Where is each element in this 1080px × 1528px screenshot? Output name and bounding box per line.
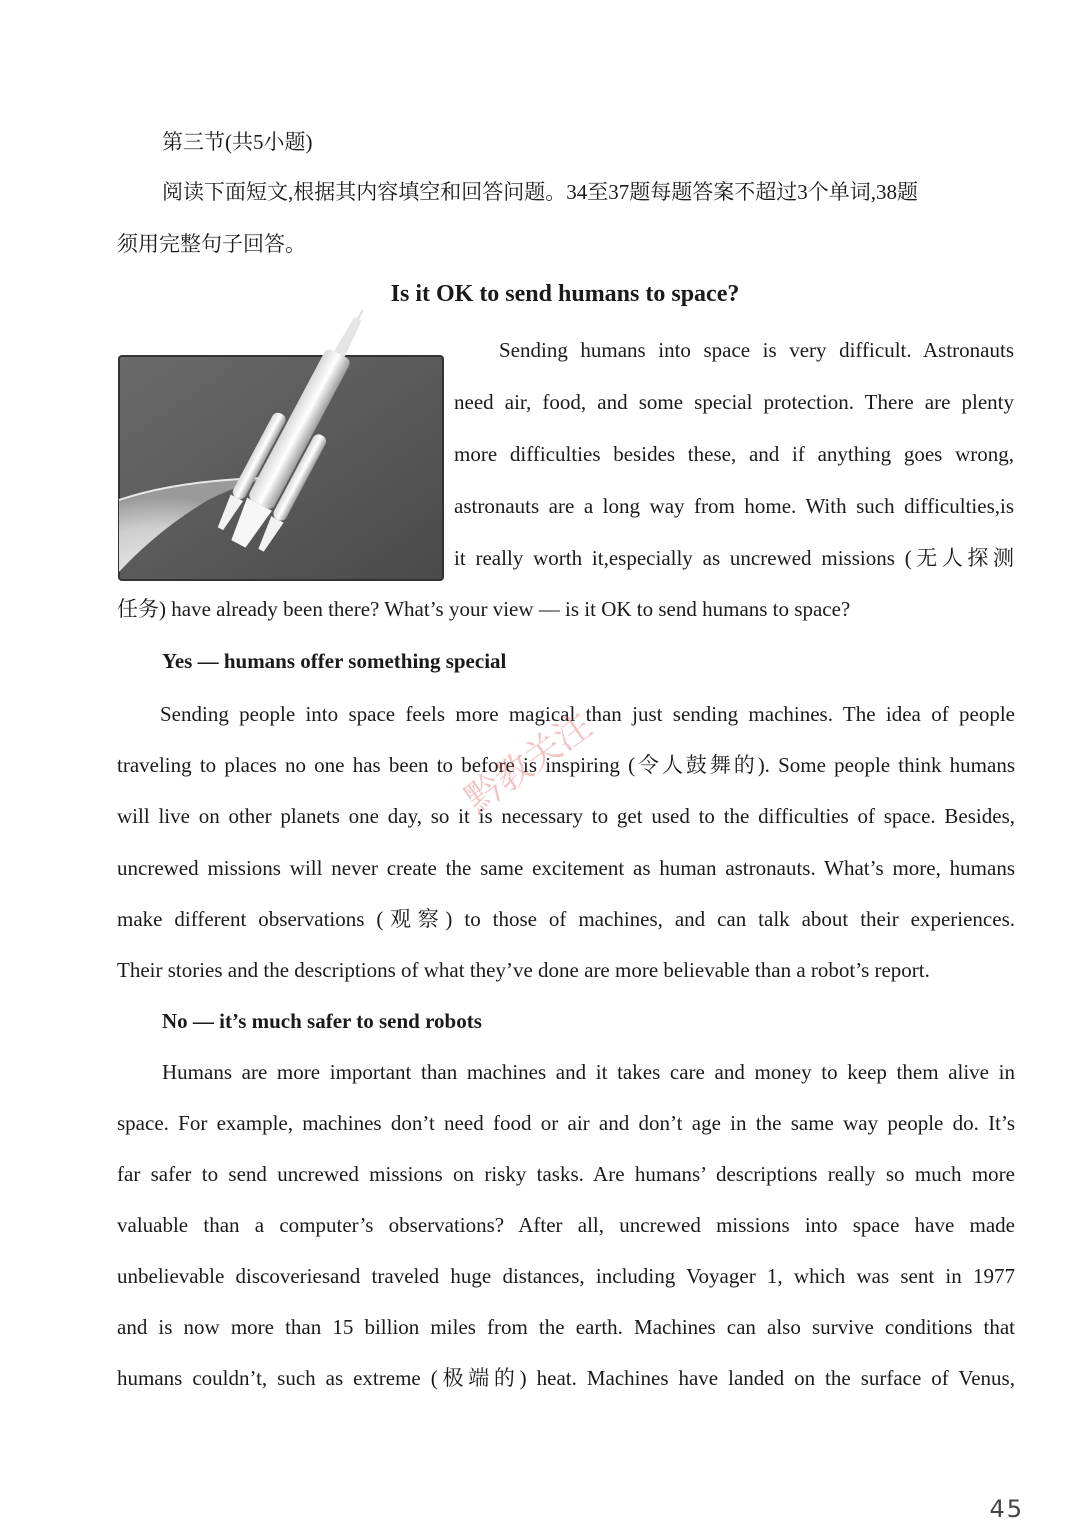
page-number: 45 xyxy=(989,1495,1024,1523)
rocket-launch-image xyxy=(118,310,444,582)
yes-paragraph-line: traveling to places no one has been to before is inspiring (令人鼓舞的). Some people think humans xyxy=(117,753,1015,777)
instruction-line-2: 须用完整句子回答。 xyxy=(117,232,306,256)
no-paragraph-line: valuable than a computer’s observations? After all, uncrewed missions into space have made xyxy=(117,1213,1015,1237)
intro-line: more difficulties besides these, and if anything goes wrong, xyxy=(454,442,1014,466)
no-paragraph-line: far safer to send uncrewed missions on risky tasks. Are humans’ descriptions really so much more xyxy=(117,1162,1015,1186)
no-paragraph-line: unbelievable discoveriesand traveled huge distances, including Voyager 1, which was sent in 1977 xyxy=(117,1264,1015,1288)
intro-line: astronauts are a long way from home. With such difficulties,is xyxy=(454,494,1014,518)
intro-line: 任务) have already been there? What’s your view — is it OK to send humans to space? xyxy=(117,597,851,621)
yes-heading: Yes — humans offer something special xyxy=(162,649,507,673)
yes-paragraph-line: make different observations (观察) to those of machines, and can talk about their experiences. xyxy=(117,907,1015,931)
intro-line: it really worth it,especially as uncrewed missions (无人探测 xyxy=(454,546,1014,570)
watermark: 黔教关注 xyxy=(457,704,600,822)
section-title: 第三节(共5小题) xyxy=(162,130,313,154)
intro-line: need air, food, and some special protection. There are plenty xyxy=(454,390,1014,414)
yes-paragraph-line: Their stories and the descriptions of what they’ve done are more believable than a robot’s report. xyxy=(117,958,930,982)
no-paragraph-line: humans couldn’t, such as extreme (极端的) heat. Machines have landed on the surface of Venus, xyxy=(117,1366,1015,1390)
no-paragraph-line: and is now more than 15 billion miles from the earth. Machines can also survive conditions that xyxy=(117,1315,1015,1339)
yes-paragraph-line: Sending people into space feels more magical than just sending machines. The idea of people xyxy=(160,702,1015,726)
no-paragraph-line: Humans are more important than machines and it takes care and money to keep them alive in xyxy=(162,1060,1015,1084)
instruction-line-1: 阅读下面短文,根据其内容填空和回答问题。34至37题每题答案不超过3个单词,38题 xyxy=(162,180,918,204)
intro-line: Sending humans into space is very difficult. Astronauts xyxy=(499,338,1014,362)
no-heading: No — it’s much safer to send robots xyxy=(162,1009,482,1033)
yes-paragraph-line: uncrewed missions will never create the same excitement as human astronauts. What’s more, humans xyxy=(117,856,1015,880)
yes-paragraph-line: will live on other planets one day, so it is necessary to get used to the difficulties of space. Besides, xyxy=(117,804,1015,828)
article-title: Is it OK to send humans to space? xyxy=(390,281,740,307)
no-paragraph-line: space. For example, machines don’t need food or air and don’t age in the same way people do. It’s xyxy=(117,1111,1015,1135)
